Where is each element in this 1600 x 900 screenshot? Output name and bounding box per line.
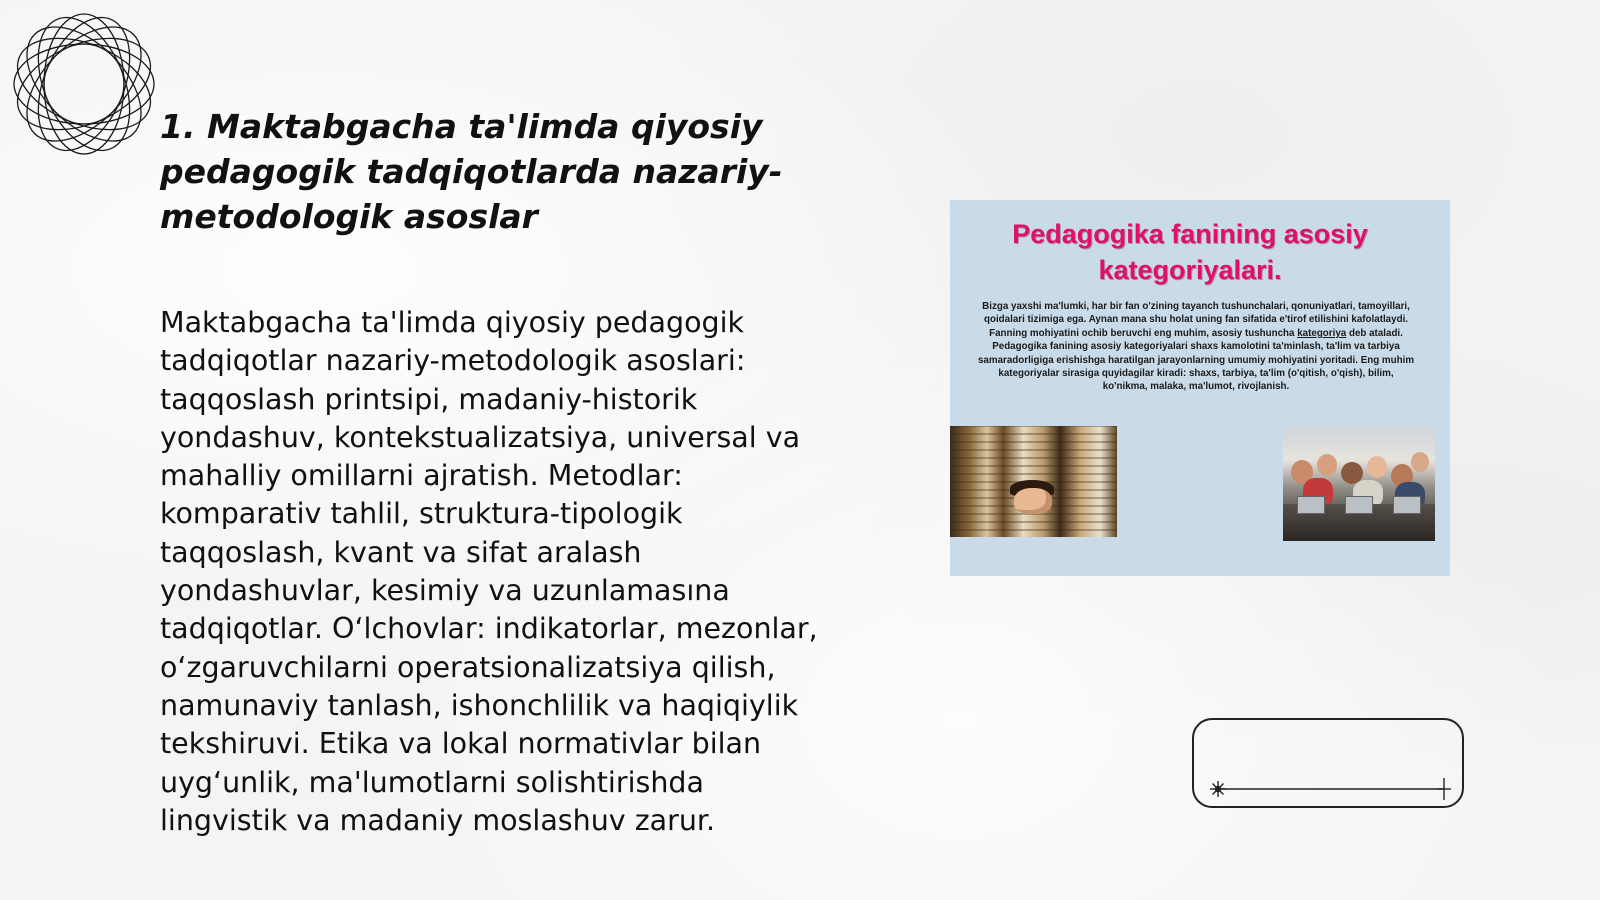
slide-body-text: Maktabgacha ta'limda qiyosiy pedagogik tadqiqotlar nazariy-metodologik asoslari: taqqoslash printsipi, madaniy-historik yondashuv, kontekstualizatsiya, universal va mahalliy omillarni ajratish. Metodlar: komparativ tahlil, struktura-tipologik taqqoslash, kvant va sifat aralash yondashuvlar, kesimiy va uzunlamasına tadqiqotlar. O‘lchovlar: indikatorlar, mezonlar, o‘zgaruvchilarni operatsionalizatsiya qilish, namunaviy tanlash, ishonchlilik va haqiqiylik tekshiruvi. Etika va lokal normativlar bilan uyg‘unlik, ma'lumotlarni solishtirishda lingvistik va madaniy moslashuv zarur. [160, 306, 818, 837]
photo-student-with-books [950, 426, 1117, 537]
decorative-line-widget [1192, 718, 1464, 808]
spirograph-ornament-icon [10, 10, 158, 158]
photo-classroom [1283, 426, 1435, 541]
picture-text-part1: Bizga yaxshi ma'lumki, har bir fan o'zining tayanch tushunchalari, qonuniyatlari, tamoyillari, qoidalari tizimiga ega. Aynan mana shu holat uning fan sifatida e'tirof etilishini kafolatlaydi. Fanning mohiyatini ochib beruvchi eng muhim, asosiy tushuncha [982, 301, 1410, 339]
sparkle-icon [1210, 781, 1226, 797]
picture-text-part2: deb ataladi. Pedagogika fanining asosiy kategoriyalari shaxs kamolotini ta'minlash, ta'lim va tarbiya samaradorligiga erishishga haratilgan jarayonlarning umumiy mohiyatini yoritadi. Eng muhim kategoriyalar sirasiga quyidagilar kiradi: shaxs, tarbiya, ta'lim (o'qitish, o'qish), bilim, ko'nikma, malaka, ma'lumot, rivojlanish. [977, 327, 1415, 393]
embedded-slide-picture [950, 200, 1450, 576]
picture-link-word: kategoriya [1297, 327, 1347, 339]
picture-title: Pedagogika fanining asosiy kategoriyalari. [1012, 219, 1368, 285]
slide-title: 1. Maktabgacha ta'limda qiyosiy pedagogik tadqiqotlarda nazariy-metodologik asoslar [160, 107, 783, 236]
crosshair-icon [1437, 778, 1451, 800]
picture-text [976, 300, 1416, 394]
